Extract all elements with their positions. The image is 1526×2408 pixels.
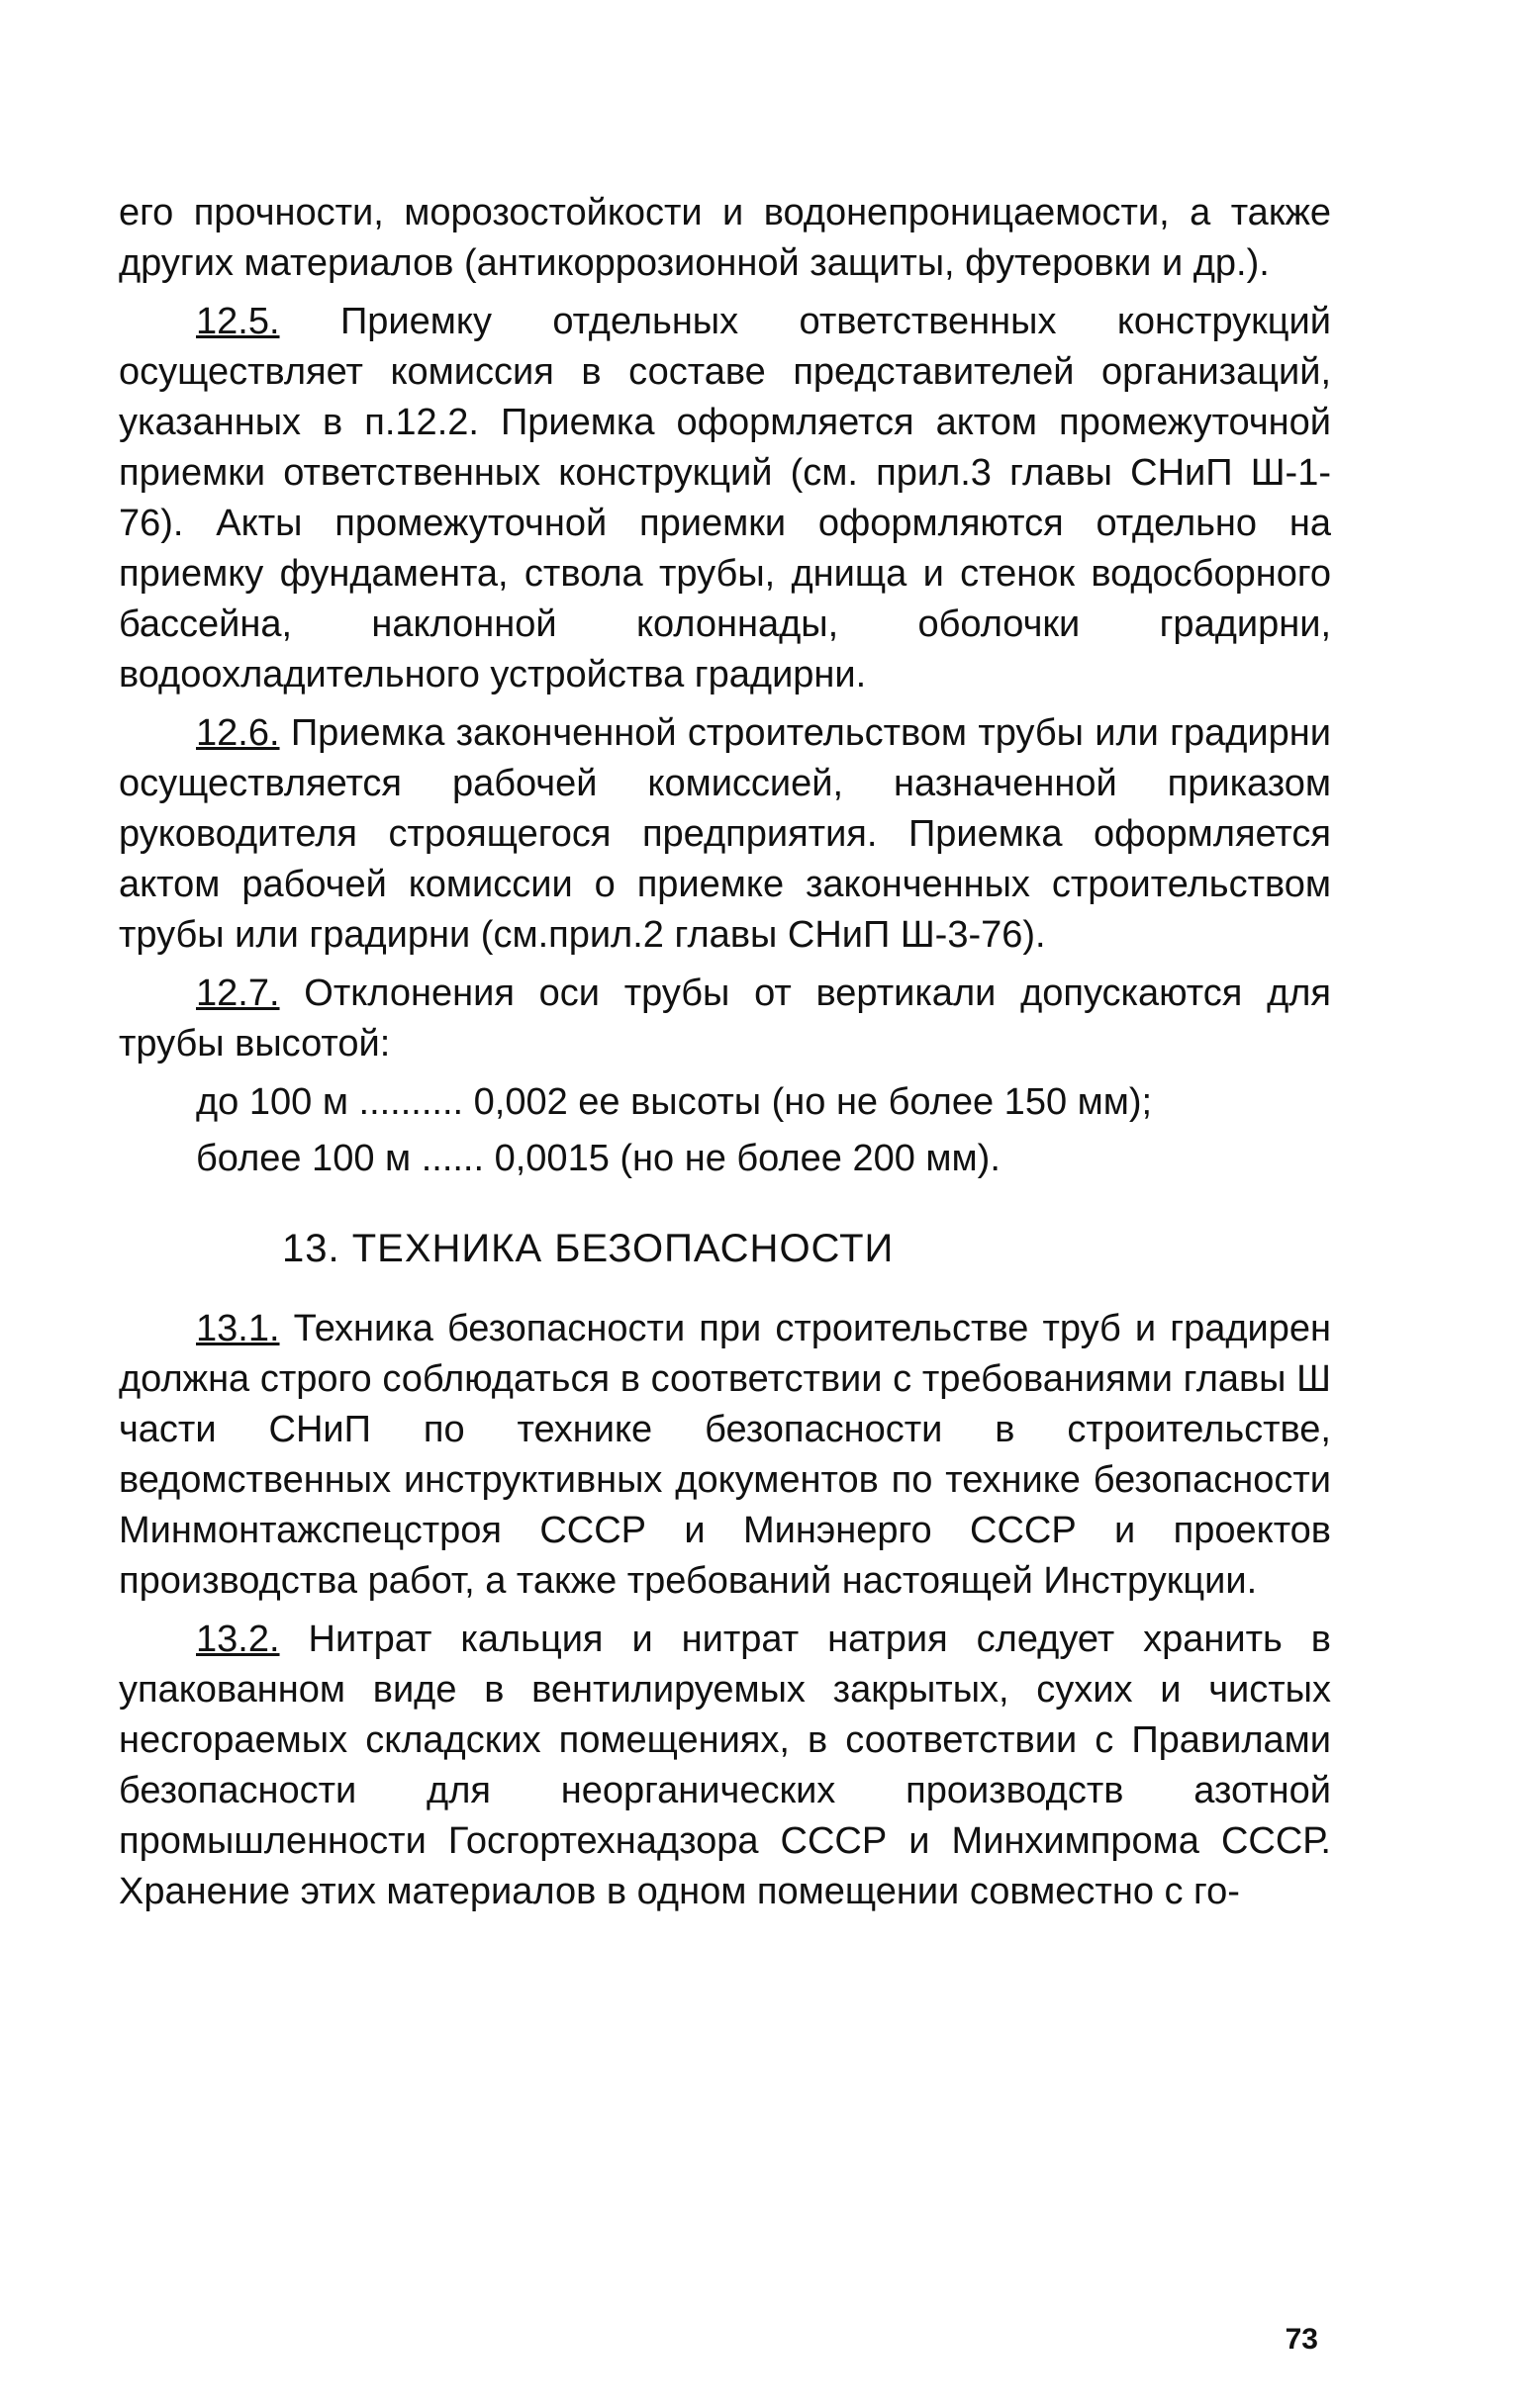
clause-number: 13.1. bbox=[196, 1308, 280, 1349]
paragraph-12-7 bbox=[119, 969, 1331, 1069]
section-heading: 13. ТЕХНИКА БЕЗОПАСНОСТИ bbox=[282, 1227, 895, 1270]
paragraph-continuation: его прочности, морозостойкости и водонепроницаемости, а также других материалов (антикоррозионной защиты, футеровки и др.). bbox=[119, 192, 1331, 284]
clause-text: Нитрат кальция и нитрат натрия следует хранить в упакованном виде в вентилируемых закрытых, сухих и чистых несгораемых складских помещениях, в соответствии с Правилами безопасности для неорганических производств азотной промышленности Госгортехнадзора СССР и Минхимпрома СССР. Хранение этих материалов в одном помещении совместно с го- bbox=[119, 1619, 1331, 1912]
page-number: 73 bbox=[1285, 2323, 1318, 2356]
paragraph-12-5 bbox=[119, 297, 1331, 700]
clause-text: Приемка законченной строительством трубы или градирни осуществляется рабочей комиссией, назначенной приказом руководителя строящегося предприятия. Приемка оформляется актом рабочей комиссии о приемке законченных строительством трубы или градирни (см.прил.2 главы СНиП Ш-3-76). bbox=[119, 712, 1331, 956]
clause-number: 12.5. bbox=[196, 301, 280, 342]
tolerance-line-1: до 100 м .......... 0,002 ее высоты (но не более 150 мм); bbox=[196, 1081, 1153, 1123]
clause-text: Техника безопасности при строительстве труб и градирен должна строго соблюдаться в соответствии с требованиями главы Ш части СНиП по технике безопасности в строительстве, ведомственных инструктивных документов по технике безопасности Минмонтажспецстроя СССР и Минэнерго СССР и проектов производства работ, а также требований настоящей Инструкции. bbox=[119, 1308, 1331, 1602]
clause-number: 12.7. bbox=[196, 972, 280, 1014]
clause-text: Приемку отдельных ответственных конструкций осуществляет комиссия в составе представителей организаций, указанных в п.12.2. Приемка оформляется актом промежуточной приемки ответственных конструкций (см. прил.3 главы СНиП Ш-1-76). Акты промежуточной приемки оформляются отдельно на приемку фундамента, ствола трубы, днища и стенок водосборного бассейна, наклонной колоннады, оболочки градирни, водоохладительного устройства градирни. bbox=[119, 301, 1331, 695]
tolerance-line-2: более 100 м ...... 0,0015 (но не более 200 мм). bbox=[196, 1138, 1001, 1179]
paragraph-13-1 bbox=[119, 1304, 1331, 1607]
clause-number: 12.6. bbox=[196, 712, 280, 754]
paragraph-12-6 bbox=[119, 708, 1331, 961]
paragraph-13-2 bbox=[119, 1615, 1331, 1917]
clause-number: 13.2. bbox=[196, 1619, 280, 1660]
document-page bbox=[119, 188, 1331, 1925]
clause-text: Отклонения оси трубы от вертикали допускаются для трубы высотой: bbox=[119, 972, 1331, 1065]
